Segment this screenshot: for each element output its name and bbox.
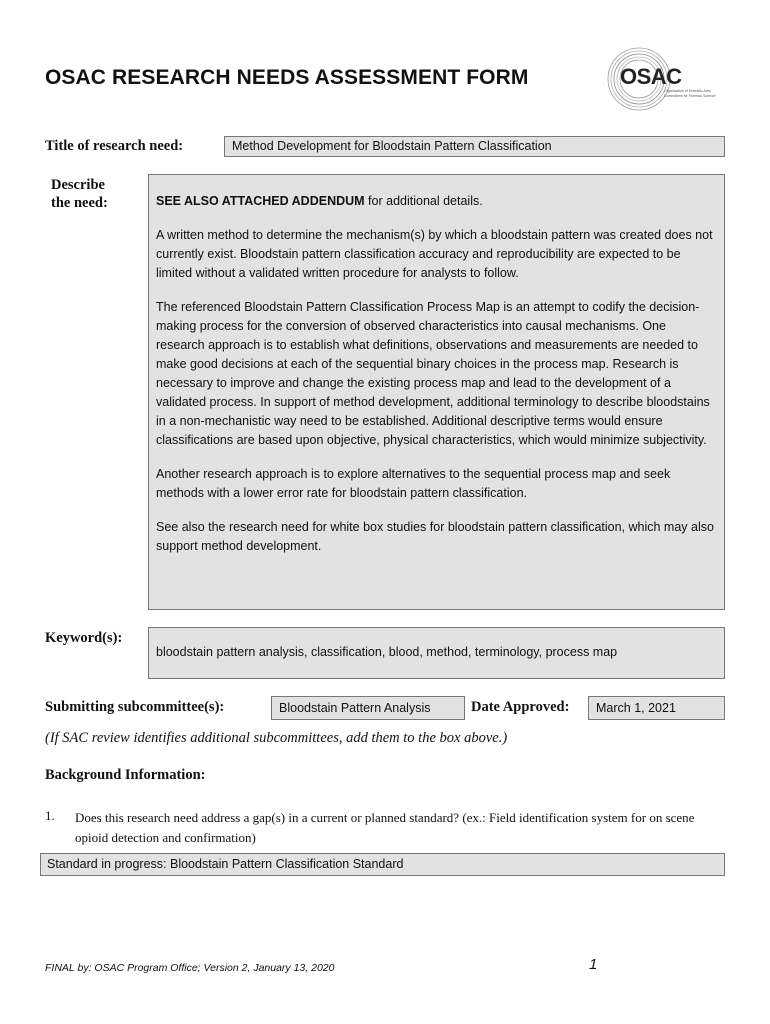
subcommittee-label: Submitting subcommittee(s): <box>45 699 225 715</box>
describe-label-line-1: Describe <box>51 177 105 193</box>
question-1-answer-field[interactable]: Standard in progress: Bloodstain Pattern Classification Standard <box>40 853 725 876</box>
keywords-label: Keyword(s): <box>45 630 123 646</box>
logo-tagline-2: Committees for Forensic Science <box>664 94 716 98</box>
background-heading: Background Information: <box>45 767 206 783</box>
form-title: OSAC RESEARCH NEEDS ASSESSMENT FORM <box>45 66 529 89</box>
date-approved-field[interactable]: March 1, 2021 <box>588 696 725 720</box>
osac-logo <box>606 46 730 112</box>
addendum-rest: for additional details. <box>364 194 483 208</box>
addendum-bold: SEE ALSO ATTACHED ADDENDUM <box>156 194 365 208</box>
keywords-field[interactable]: bloodstain pattern analysis, classification, blood, method, terminology, process map <box>148 627 725 679</box>
addendum-note <box>156 192 718 211</box>
question-1-text: Does this research need address a gap(s) in a current or planned standard? (ex.: Field identification system for on scene opioid detection and confirmation) <box>75 810 695 845</box>
need-paragraph-2: The referenced Bloodstain Pattern Classification Process Map is an attempt to codify the decision-making process for the conversion of observed characteristics into causal mechanisms. One research approach is to establish what definitions, observations and measurements are needed to make good decisions at each of the sequential binary choices in the process map. Research is necessary to improve and change the existing process map and lead to the development of a validated process. In support of method development, additional terminology to describe bloodstains in a non-mechanistic way need to be established. Additional descriptive terms would ensure classifications are based upon objective, physical characteristics, which would minimize subjectivity. <box>156 300 710 447</box>
date-approved-label: Date Approved: <box>471 699 570 715</box>
title-field[interactable]: Method Development for Bloodstain Pattern Classification <box>224 136 725 157</box>
need-paragraph-1: A written method to determine the mechanism(s) by which a bloodstain pattern was created does not currently exist. Bloodstain pattern classification accuracy and reproducibility are expected to be limited without a validated written procedure for analysts to follow. <box>156 228 713 280</box>
title-label: Title of research need: <box>45 138 184 154</box>
need-description-field[interactable] <box>148 174 725 610</box>
question-1-number: 1. <box>45 808 55 823</box>
subcommittee-field[interactable]: Bloodstain Pattern Analysis <box>271 696 465 720</box>
footer-text: FINAL by: OSAC Program Office; Version 2, January 13, 2020 <box>45 962 335 974</box>
describe-label <box>51 176 108 212</box>
logo-tagline-1: Organization of Scientific Area <box>664 89 711 93</box>
sac-note: (If SAC review identifies additional subcommittees, add them to the box above.) <box>45 730 508 746</box>
describe-label-line-2: the need: <box>51 195 108 211</box>
logo-wordmark: OSAC <box>620 64 682 89</box>
need-paragraph-3: Another research approach is to explore alternatives to the sequential process map and seek methods with a lower error rate for bloodstain pattern classification. <box>156 467 671 500</box>
need-paragraph-4: See also the research need for white box studies for bloodstain pattern classification, which may also support method development. <box>156 520 714 553</box>
page-number: 1 <box>589 956 598 973</box>
